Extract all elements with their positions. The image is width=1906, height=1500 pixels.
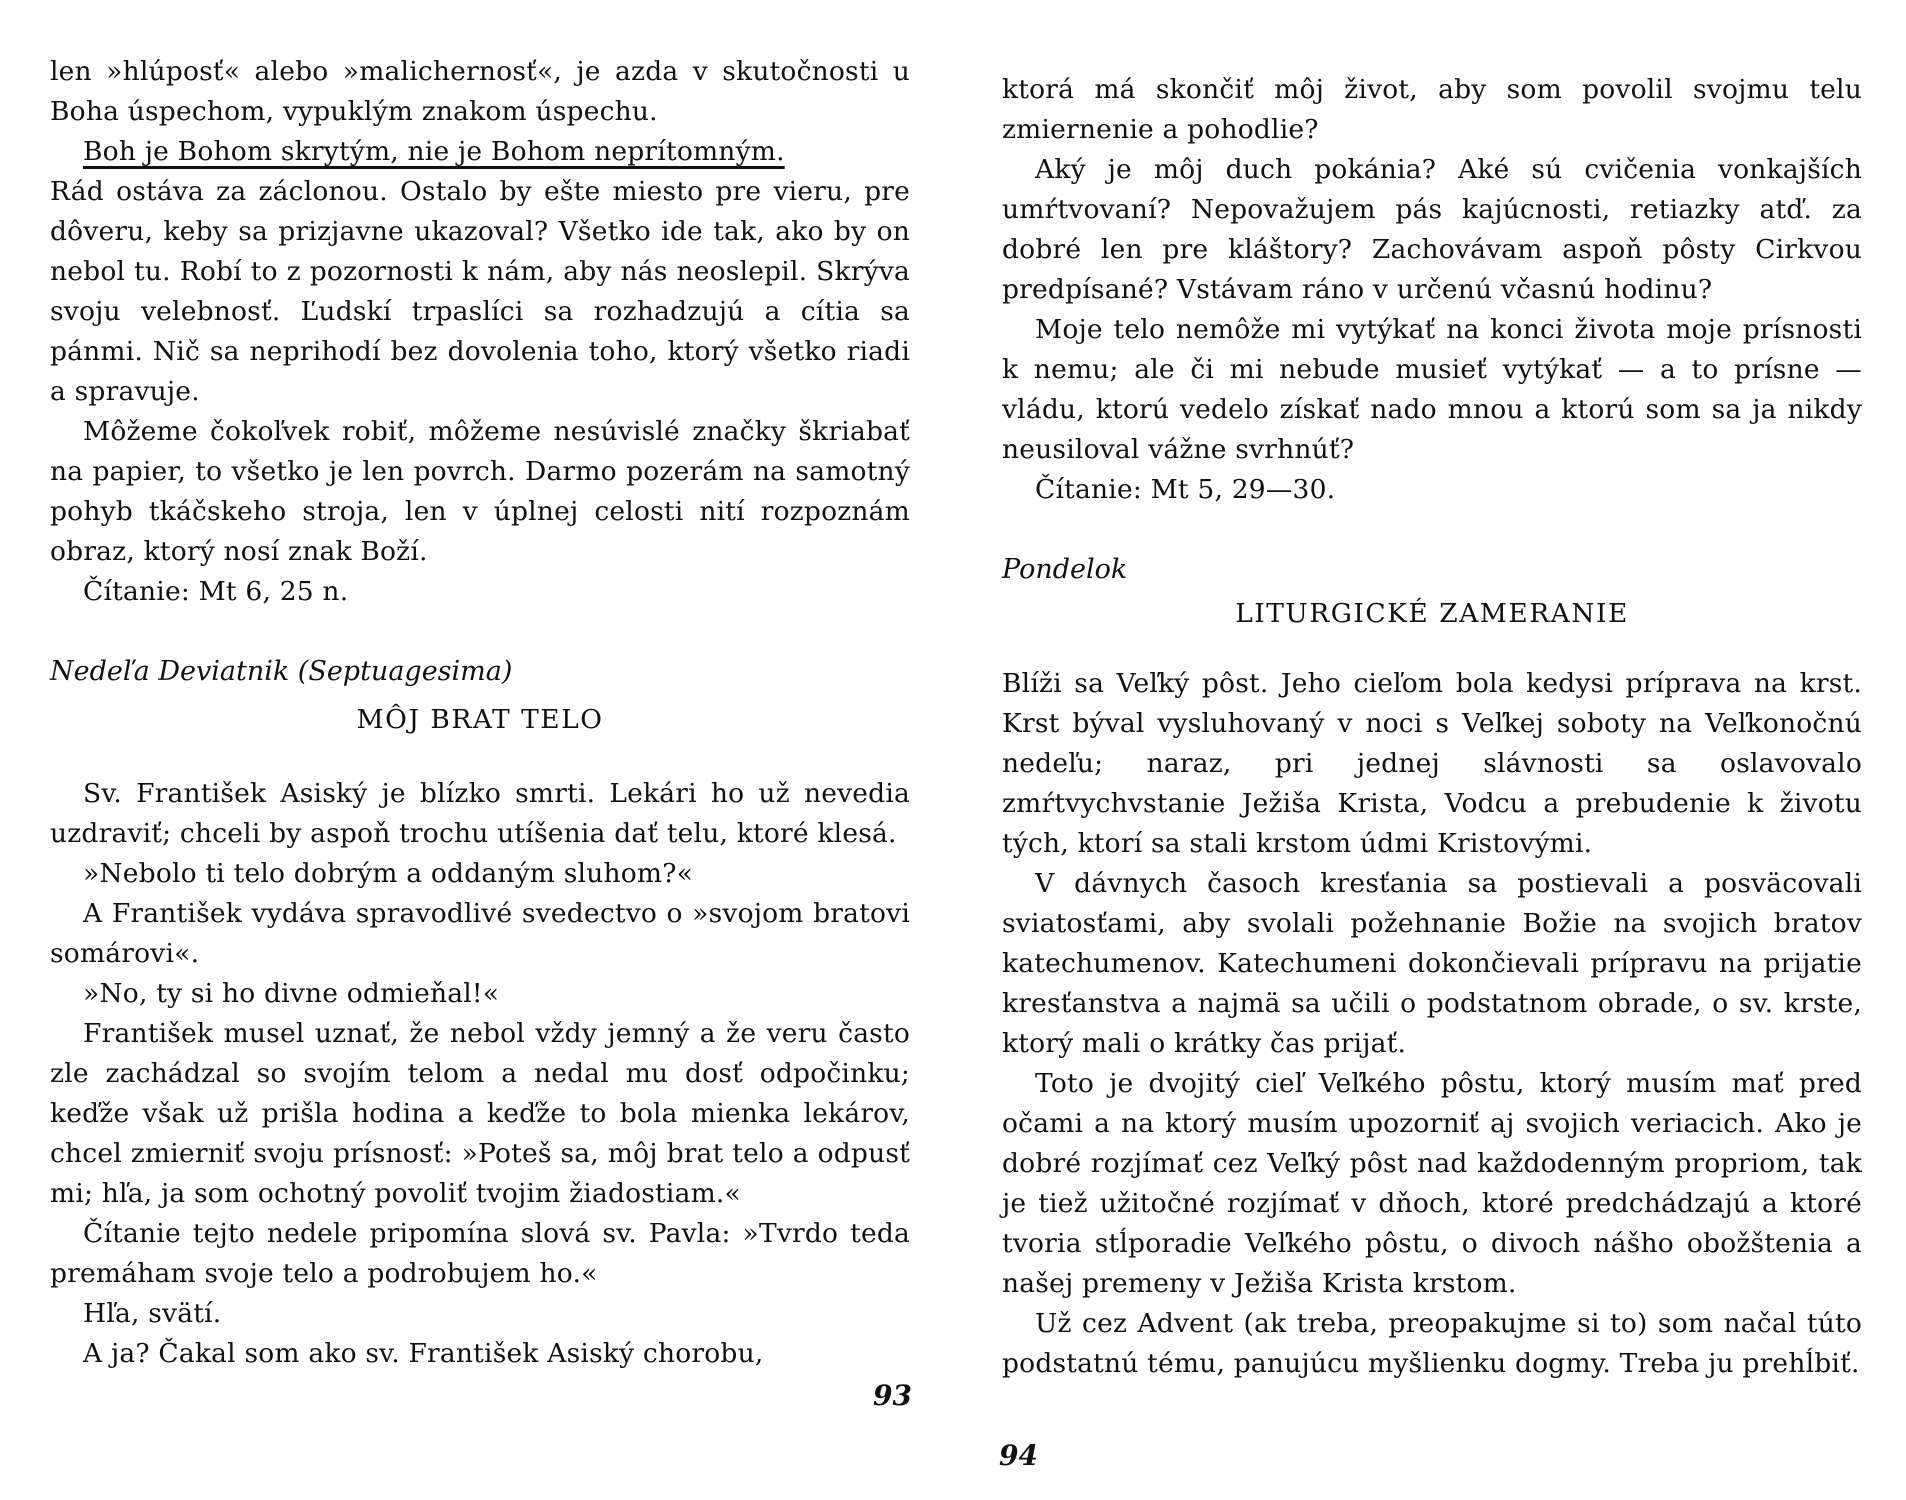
left-day-label: Nedeľa Deviatnik (Septuagesima) bbox=[50, 656, 513, 687]
left-body-paragraph: »No, ty si ho divne odmieňal!« bbox=[83, 978, 500, 1009]
left-section-title: MÔJ BRAT TELO bbox=[356, 704, 604, 735]
left-underlined-paragraph bbox=[50, 132, 910, 172]
left-paragraph-loom: Môžeme čokoľvek robiť, môžeme nesúvislé značky škriabať na papier, to všetko je len povrch. Darmo pozerám na samotný pohyb tkáčskeho stroja, len v úplnej celosti nití rozpoznám obraz, ktorý nosí znak Boží. bbox=[50, 416, 910, 567]
right-paragraph-body: Moje telo nemôže mi vytýkať na konci života moje prísnosti k nemu; ale či mi nebude musieť vytýkať — a to prísne — vládu, ktorú vedelo získať nado mnou a ktorú som sa ja nikdy neusiloval vážne svrhnúť? bbox=[1002, 314, 1862, 465]
left-body-paragraph: Čítanie tejto nedele pripomína slová sv. Pavla: »Tvrdo teda premáham svoje telo a podrobujem ho.« bbox=[50, 1218, 910, 1289]
left-paragraph-hidden-god: Rád ostáva za záclonou. Ostalo by ešte miesto pre vieru, pre dôveru, keby sa prizjavne ukazoval? Všetko ide tak, ako by on nebol tu. Robí to z pozornosti k nám, aby nás neoslepil. Skrýva svoju velebnosť. Ľudskí trpaslíci sa rozhadzujú a cítia sa pánmi. Nič sa neprihodí bez dovolenia toho, ktorý všetko riadi a spravuje. bbox=[50, 176, 910, 407]
left-opening-paragraph: len »hlúposť« alebo »malichernosť«, je azda v skutočnosti u Boha úspechom, vypuklým znakom úspechu. bbox=[50, 56, 910, 127]
left-body-paragraph: A ja? Čakal som ako sv. František Asiský chorobu, bbox=[83, 1338, 764, 1369]
right-reading-reference: Čítanie: Mt 5, 29—30. bbox=[1035, 474, 1336, 505]
right-section-title: LITURGICKÉ ZAMERANIE bbox=[1235, 598, 1629, 629]
underlined-sentence: Boh je Bohom skrytým, nie je Bohom neprítomným. bbox=[83, 136, 785, 167]
right-page bbox=[953, 0, 1906, 1500]
left-body-paragraph: A František vydáva spravodlivé svedectvo o »svojom bratovi somárovi«. bbox=[50, 898, 910, 969]
right-column bbox=[1002, 70, 1862, 1384]
right-paragraph-penance: Aký je môj duch pokánia? Aké sú cvičenia vonkajších umŕtvovaní? Nepovažujem pás kajúcnosti, retiazky atď. za dobré len pre kláštory? Zachovávam aspoň pôsty Cirkvou predpísané? Vstávam ráno v určenú včasnú hodinu? bbox=[1002, 154, 1862, 305]
page-number-right: 94 bbox=[999, 1439, 1038, 1472]
right-body-paragraph: Už cez Advent (ak treba, preopakujme si to) som načal túto podstatnú tému, panujúcu myšlienku dogmy. Treba ju prehĺbiť. bbox=[1002, 1308, 1862, 1379]
right-body-paragraph: V dávnych časoch kresťania sa postievali a posväcovali sviatosťami, aby svolali požehnanie Božie na svojich bratov katechumenov. Katechumeni dokončievali prípravu na prijatie kresťanstva a najmä sa učili o podstatnom obrade, o sv. krste, ktorý mali o krátky čas prijať. bbox=[1002, 868, 1862, 1059]
left-column bbox=[50, 52, 910, 1374]
right-day-label: Pondelok bbox=[1002, 554, 1128, 585]
page-number-left: 93 bbox=[873, 1379, 912, 1412]
left-body-paragraph: Hľa, svätí. bbox=[83, 1298, 222, 1329]
left-reading-reference: Čítanie: Mt 6, 25 n. bbox=[83, 576, 349, 607]
left-body-paragraph: Sv. František Asiský je blízko smrti. Lekári ho už nevedia uzdraviť; chceli by aspoň trochu utíšenia dať telu, ktoré klesá. bbox=[50, 778, 910, 849]
right-body-paragraph: Toto je dvojitý cieľ Veľkého pôstu, ktorý musím mať pred očami a na ktorý musím upozorniť aj svojich veriacich. Ako je dobré rozjímať cez Veľký pôst nad každodenným propriom, tak je tiež užitočné rozjímať v dňoch, ktoré predchádzajú a ktoré tvoria stĺporadie Veľkého pôstu, o divoch nášho obožštenia a našej premeny v Ježiša Krista krstom. bbox=[1002, 1068, 1862, 1299]
right-body-paragraph: Blíži sa Veľký pôst. Jeho cieľom bola kedysi príprava na krst. Krst býval vysluhovaný v noci s Veľkej soboty na Veľkonočnú nedeľu; naraz, pri jednej slávnosti sa oslavovalo zmŕtvychvstanie Ježiša Krista, Vodcu a prebudenie k životu tých, ktorí sa stali krstom údmi Kristovými. bbox=[1002, 668, 1862, 859]
right-opening-paragraph: ktorá má skončiť môj život, aby som povolil svojmu telu zmiernenie a pohodlie? bbox=[1002, 74, 1862, 145]
left-body-paragraph: »Nebolo ti telo dobrým a oddaným sluhom?« bbox=[83, 858, 694, 889]
left-body-paragraph: František musel uznať, že nebol vždy jemný a že veru často zle zachádzal so svojím telom a nedal mu dosť odpočinku; keďže však už prišla hodina a keďže to bola mienka lekárov, chcel zmierniť svoju prísnosť: »Poteš sa, môj brat telo a odpusť mi; hľa, ja som ochotný povoliť tvojim žiadostiam.« bbox=[50, 1018, 910, 1209]
